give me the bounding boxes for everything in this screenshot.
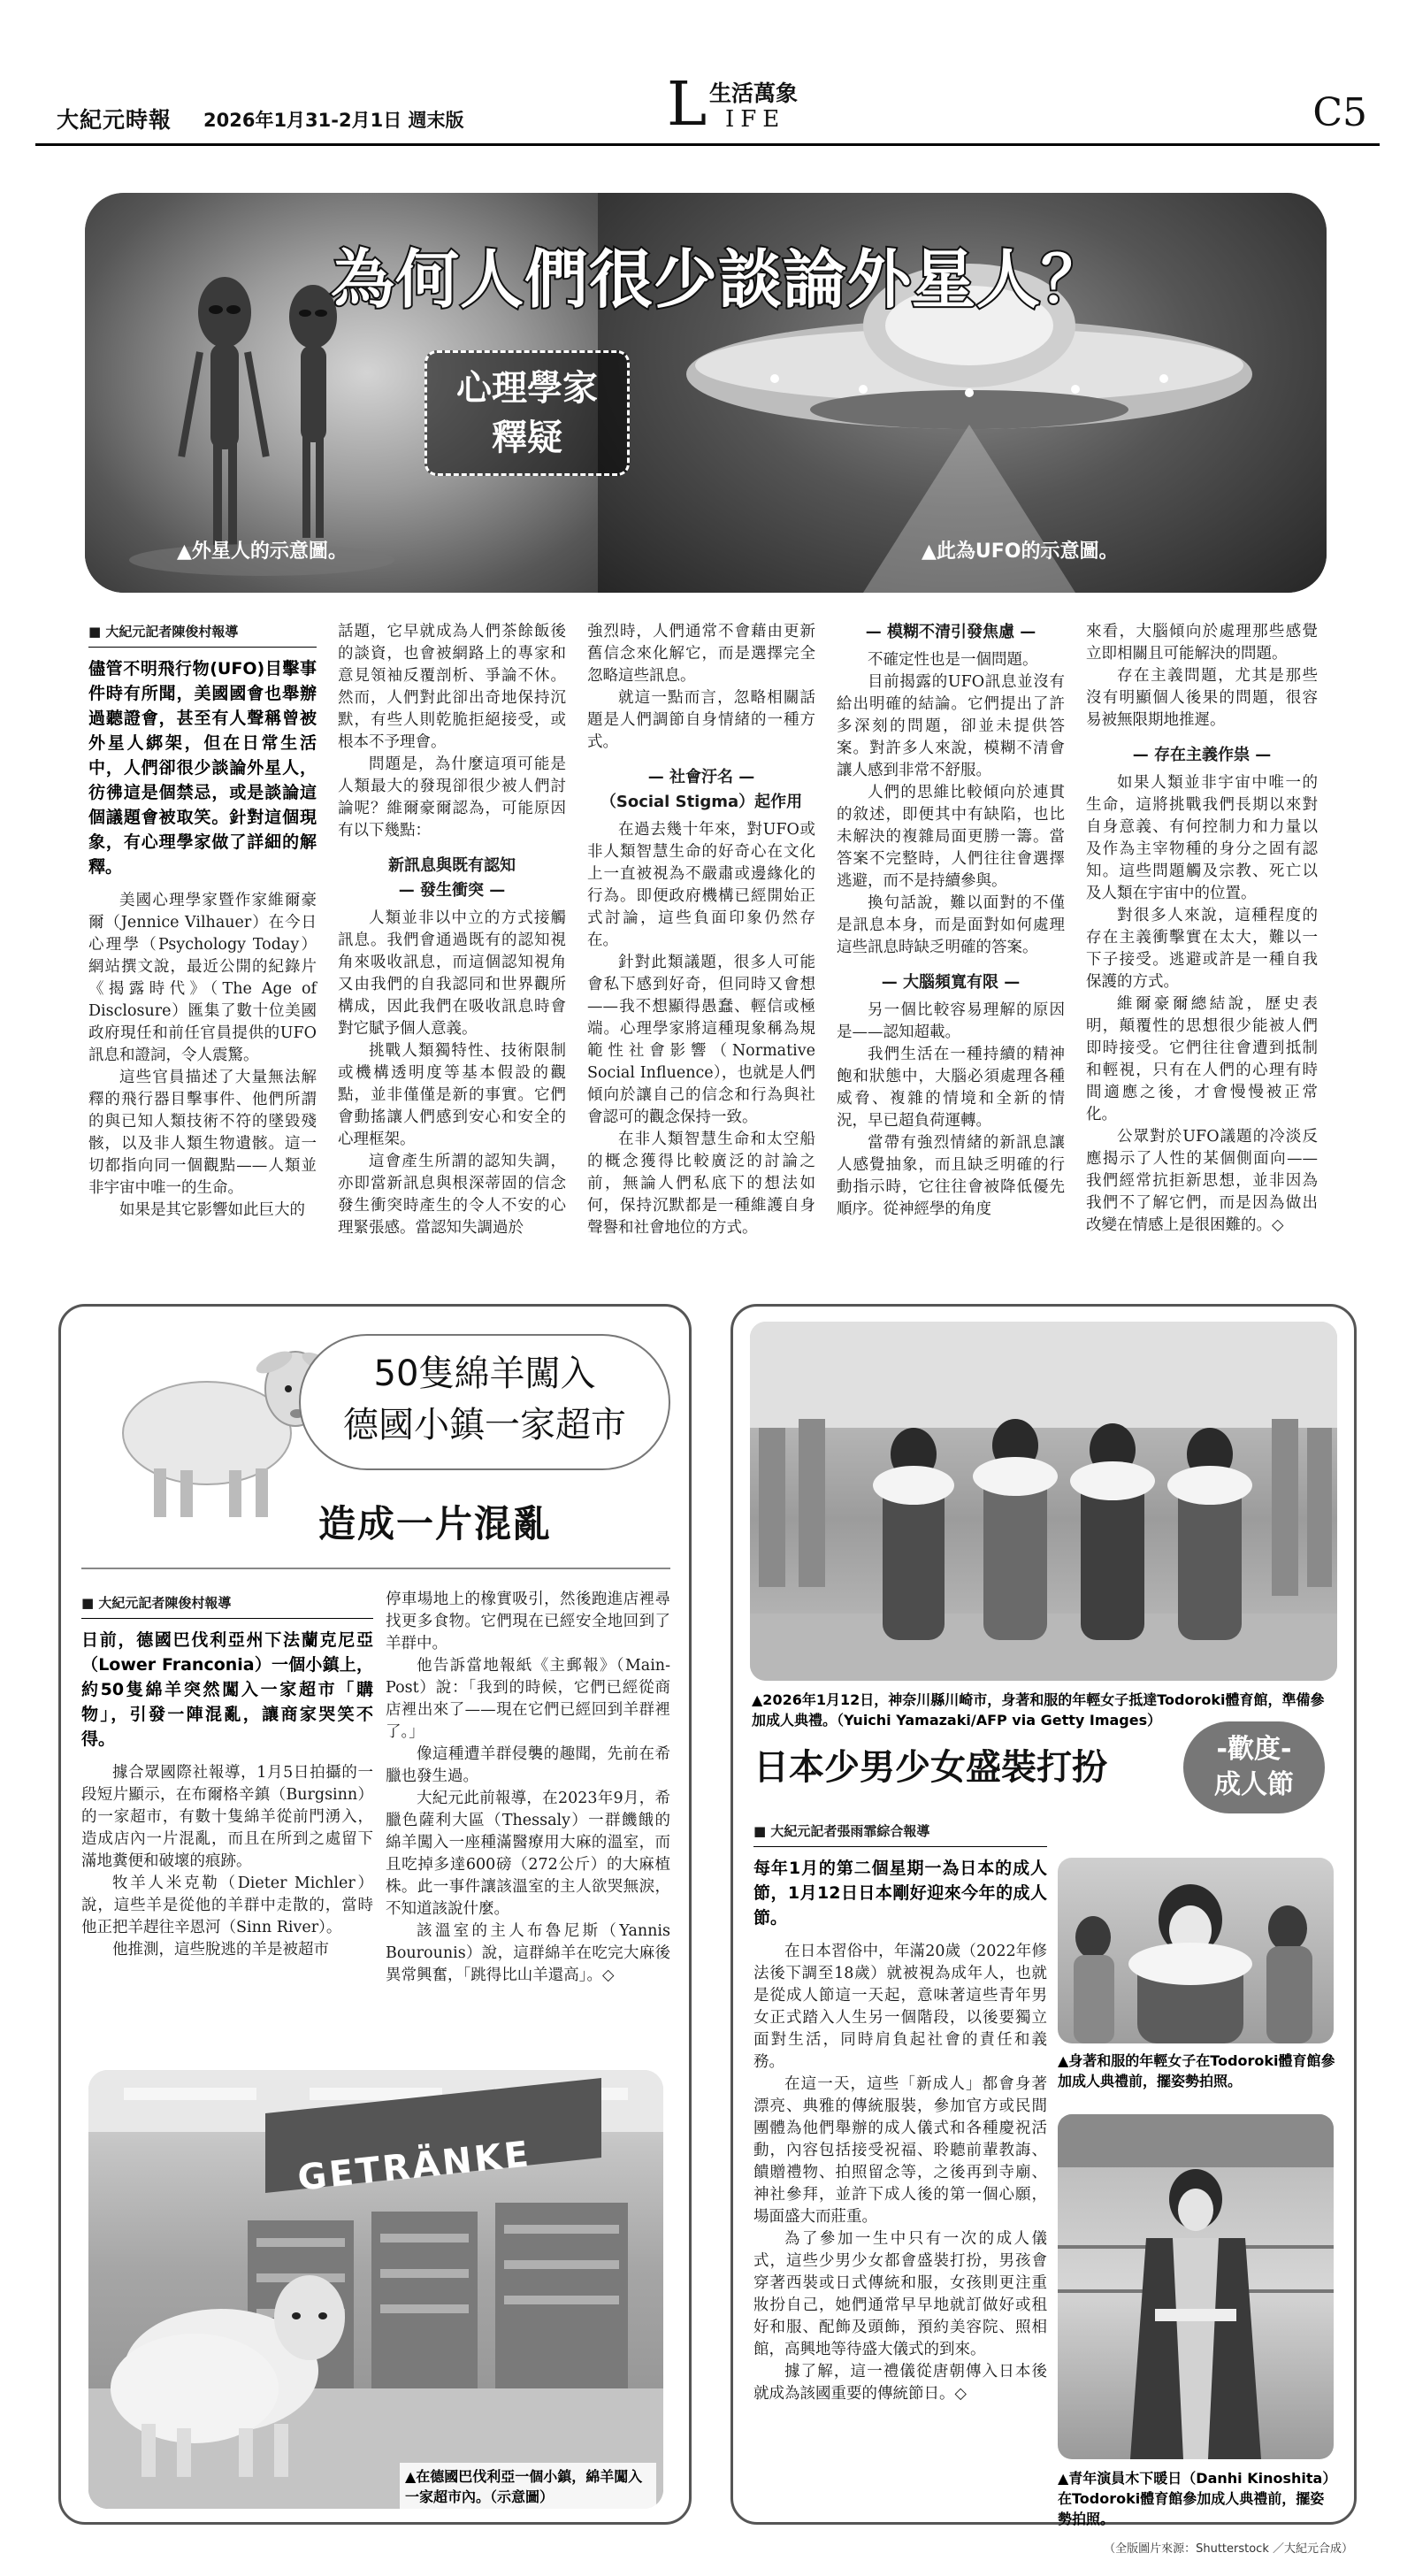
subhead-cognition: 新訊息與既有認知: [388, 856, 516, 875]
paragraph: 問題是，為什麼這項可能是人類最大的發現卻很少被人們討論呢？維爾豪爾認為，可能原因有以下幾點：: [338, 755, 566, 840]
sheep-title: [299, 1348, 670, 1451]
paragraph: 他告訴當地報紙《主郵報》（Main-Post）說：「我到的時候，它們已經從商店裡出來了——現在它們已經回到羊群裡了。」: [386, 1657, 670, 1741]
ufo-banner: [85, 193, 1327, 593]
sheep-column-2: [386, 1589, 670, 1987]
subhead-bandwidth: — 大腦頻寬有限 —: [881, 973, 1021, 992]
paragraph: 針對此類議題，很多人可能會私下感到好奇，但同時又會想——我不想顯得愚蠢、輕信或極端。心理學家將這種現象稱為規範性社會影響（Normative Social Influence），也就是人們傾向於讓自己的信念和行為與社會認可的觀念保持一致。: [587, 954, 815, 1126]
store-sign: GETRÄNKE: [295, 2134, 533, 2199]
seijin-lead: 每年1月的第二個星期一為日本的成人節，1月12日日本剛好迎來今年的成人節。: [753, 1859, 1047, 1928]
kimono-pose-photo: [1058, 1858, 1334, 2043]
ufo-title: 為何人們很少談論外星人？: [331, 242, 1106, 317]
sheep-lead: 日前，德國巴伐利亞州下法蘭克尼亞（Lower Franconia）一個小鎮上，約50隻綿羊突然闖入一家超市「購物」，引發一陣混亂，讓商家哭笑不得。: [81, 1630, 373, 1749]
paragraph: 牧羊人米克勒（Dieter Michler）說，這些羊是從他的羊群中走散的，當時他正把羊趕往辛恩河（Sinn River）。: [81, 1874, 373, 1936]
sheep-title-line-2: 德國小鎮一家超市: [343, 1405, 626, 1445]
seijin-badge-line-1: -歡度-: [1216, 1734, 1292, 1765]
paragraph: 來看，大腦傾向於處理那些感覺立即相關且可能解決的問題。: [1086, 623, 1318, 663]
ufo-caption: ▲此為UFO的示意圖。: [922, 540, 1119, 563]
paragraph: 目前揭露的UFO訊息並沒有給出明確的結論。它們提出了許多深刻的問題，卻並未提供答案。對許多人來說，模糊不清會讓人感到非常不舒服。: [837, 673, 1065, 779]
seijin-column: [753, 1821, 1047, 2405]
paragraph: 如果人類並非宇宙中唯一的生命，這將挑戰我們長期以來對自身意義、有何控制力和力量以及作為主宰物種的身分之固有認知。這些問題觸及宗教、死亡以及人類在宇宙中的位置。: [1086, 774, 1318, 902]
kimono-group-photo: [750, 1322, 1337, 1681]
sheep-title-rule: [81, 1568, 670, 1569]
supermarket-photo: [88, 2070, 663, 2509]
ufo-column-3: [587, 621, 815, 1239]
badge-line-2: 釋疑: [492, 418, 562, 458]
paragraph: 為了參加一生中只有一次的成人儀式，這些少男少女都會盛裝打扮，男孩會穿著西裝或日式傳統和服，女孩則更注重妝扮自己，她們通常早早地就訂做好或租好和服、配飾及頭飾，預約美容院、照相館，高興地等待盛大儀式的到來。: [753, 2230, 1047, 2358]
paragraph: 如果是其它影響如此巨大的: [119, 1201, 305, 1219]
alien-caption: ▲外星人的示意圖。: [177, 540, 348, 563]
paragraph: 公眾對於UFO議題的冷淡反應揭示了人性的某個側面向——我們經常抗拒新思想，並非因為我們不了解它們，而是因為做出改變在情感上是很困難的。◇: [1086, 1128, 1318, 1234]
kimono-group-caption: ▲2026年1月12日，神奈川縣川崎市，身著和服的年輕女子抵達Todoroki體育館，準備參加成人典禮。（Yuichi Yamazaki/AFP via Getty Images）: [752, 1691, 1325, 1729]
paragraph: 我們生活在一種持續的精神飽和狀態中，大腦必須處理各種威脅、複雜的情境和全新的情況，早已超負荷運轉。: [837, 1046, 1065, 1130]
paragraph: 據了解，這一禮儀從唐朝傳入日本後就成為該國重要的傳統節日。◇: [753, 2363, 1047, 2403]
paragraph: 人們的思維比較傾向於連貫的敘述，即便其中有缺陷，也比未解決的複雜局面更勝一籌。當答案不完整時，人們往往會選擇逃避，而不是持續參與。: [837, 784, 1065, 890]
paragraph: 就這一點而言，忽略相關話題是人們調節自身情緒的一種方式。: [587, 689, 815, 751]
sheep-byline: ■ 大紀元記者陳俊村報導: [81, 1592, 373, 1619]
paragraph: 維爾豪爾總結說，歷史表明，顛覆性的思想很少能被人們即時接受。它們往往會遭到抵制和輕視，只有在人們的心理有時間適應之後，才會慢慢被正常化。: [1086, 995, 1318, 1123]
section-en: IFE: [725, 106, 786, 133]
section-initial: L: [667, 70, 708, 140]
lamb-illustration: [74, 1327, 331, 1522]
paragraph: 停車場地上的橡實吸引，然後跑進店裡尋找更多食物。它們現在已經安全地回到了羊群中。: [386, 1591, 670, 1652]
psychologist-badge: [424, 350, 630, 476]
paragraph: 美國心理學家暨作家維爾豪爾（Jennice Vilhauer）在今日心理學（Psychology Today）網站撰文說，最近公開的紀錄片《揭露時代》（The Age of Disclosure）匯集了數十位美國政府現任和前任官員提供的UFO訊息和證詞，令人震驚。: [88, 892, 317, 1064]
paragraph: 挑戰人類獨特性、技術限制或機構透明度等基本假設的觀點，並非僅僅是新的事實。它們會動搖讓人們感到安心和安全的心理框架。: [338, 1042, 566, 1148]
paragraph: 這會產生所謂的認知失調，亦即當新訊息與根深蒂固的信念發生衝突時產生的令人不安的心理緊張感。當認知失調過於: [338, 1153, 566, 1237]
paragraph: 在這一天，這些「新成人」都會身著漂亮、典雅的傳統服裝，參加官方或民間團體為他們舉辦的成人儀式和各種慶祝活動，內容包括接受祝福、聆聽前輩教誨、饋贈禮物、拍照留念等，之後再到寺廟、神社參拜，並許下成人後的第一個心願，場面盛大而莊重。: [753, 2075, 1047, 2226]
kimono-pose-caption: ▲身著和服的年輕女子在Todoroki體育館參加成人典禮前，擺姿勢拍照。: [1058, 2052, 1335, 2089]
paragraph: 這些官員描述了大量無法解釋的飛行器目擊事件、他們所謂的與已知人類技術不符的墜毀殘骸，以及非人類生物遺骸。這一切都指向同一個觀點——人類並非宇宙中唯一的生命。: [88, 1069, 317, 1197]
paragraph: 據合眾國際社報導，1月5日拍攝的一段短片顯示，在布爾格辛鎮（Burgsinn）的一家超市，有數十隻綿羊從前門湧入，造成店內一片混亂，而且在所到之處留下滿地糞便和破壞的痕跡。: [81, 1764, 373, 1870]
paragraph: 大紀元此前報導，在2023年9月，希臘色薩利大區（Thessaly）一群饑餓的綿羊闖入一座種滿醫療用大麻的溫室，而且吃掉多達600磅（272公斤）的大麻植株。此一事件讓該溫室的主人欲哭無淚，不知道該說什麼。: [386, 1790, 670, 1918]
subhead-cognition-2: — 發生衝突 —: [398, 881, 506, 900]
seijin-headline: 日本少男少女盛裝打扮: [753, 1747, 1107, 1788]
ufo-column-1: [88, 621, 317, 1222]
paragraph: 存在主義問題，尤其是那些沒有明顯個人後果的問題，很容易被無限期地推遲。: [1086, 667, 1318, 729]
subhead-stigma: — 社會汙名 —: [647, 768, 755, 786]
photo-credit: （全版圖片來源：Shutterstock ／大紀元合成）: [1104, 2542, 1353, 2556]
sheep-subtitle: 造成一片混亂: [318, 1502, 553, 1545]
seijin-byline: ■ 大紀元記者張雨霏綜合報導: [753, 1821, 1047, 1847]
kimono-pose-scene: [1058, 1858, 1334, 2043]
section-zh: 生活萬象: [709, 80, 799, 106]
paragraph: 像這種遭羊群侵襲的趣聞，先前在希臘也發生過。: [386, 1745, 670, 1785]
subhead-ambiguity: — 模糊不清引發焦慮 —: [865, 623, 1036, 641]
actor-scene: [1058, 2114, 1334, 2459]
paragraph: 換句話說，難以面對的不僅是訊息本身，而是面對如何處理這些訊息時缺乏明確的答案。: [837, 894, 1065, 956]
paragraph: 人類並非以中立的方式接觸訊息。我們會通過既有的認知視角來吸收訊息，而這個認知視角又由我們的自我認同和世界觀所構成，因此我們在吸收訊息時會對它賦予個人意義。: [338, 909, 566, 1038]
section-logo: [654, 70, 831, 140]
ufo-column-2: [338, 621, 566, 1239]
supermarket-caption: ▲在德國巴伐利亞一個小鎮，綿羊闖入一家超市內。（示意圖）: [400, 2463, 656, 2511]
kimono-group-scene: [750, 1322, 1337, 1681]
page-header: [35, 70, 1380, 149]
badge-line-1: 心理學家: [456, 368, 598, 409]
ufo-column-4: [837, 621, 1065, 1221]
seijin-badge-line-2: 成人節: [1214, 1769, 1294, 1800]
supermarket-scene: [88, 2070, 663, 2509]
actor-caption: ▲青年演員木下暖日（Danhi Kinoshita）在Todoroki體育館參加成人典禮前，擺姿勢拍照。: [1058, 2470, 1330, 2527]
sheep-title-line-1: 50隻綿羊闖入: [373, 1353, 596, 1394]
paragraph: 他推測，這些脫逃的羊是被超市: [112, 1941, 329, 1959]
issue-date: 2026年1月31-2月1日 週末版: [203, 110, 464, 131]
header-rule: [35, 143, 1380, 146]
ufo-lead: 儘管不明飛行物(UFO)目擊事件時有所聞，美國國會也舉辦過聽證會，甚至有人聲稱曾被外星人綁架，但在日常生活中，人們卻很少談論外星人，彷彿這是個禁忌，或是談論這個議題會被取笑。針對這個現象，有心理學家做了詳細的解釋。: [88, 659, 317, 877]
paragraph: 強烈時，人們通常不會藉由更新舊信念來化解它，而是選擇完全忽略這些訊息。: [587, 623, 815, 685]
sheep-column-1: [81, 1592, 373, 1961]
paragraph: 當帶有強烈情緒的新訊息讓人感覺抽象，而且缺乏明確的行動指示時，它往往會被降低優先順序。從神經學的角度: [837, 1134, 1065, 1218]
paragraph: 對很多人來說，這種程度的存在主義衝擊實在太大，難以一下子接受。逃避或許是一種自我保護的方式。: [1086, 907, 1318, 991]
actor-photo: [1058, 2114, 1334, 2459]
paragraph: 在日本習俗中，年滿20歲（2022年修法後下調至18歲）就被視為成年人，也就是從成人節這一天起，意味著這些青年男女正式踏入人生另一個階段，以後要獨立面對生活，同時肩負起社會的責任和義務。: [753, 1943, 1047, 2071]
paragraph: 話題，它早就成為人們茶餘飯後的談資，也會被網路上的專家和意見領袖反覆剖析、爭論不休。然而，人們對此卻出奇地保持沉默，有些人則乾脆拒絕接受，或根本不予理會。: [338, 623, 566, 751]
paragraph: 該溫室的主人布魯尼斯（Yannis Bourounis）說，這群綿羊在吃完大麻後異常興奮，「跳得比山羊還高」。◇: [386, 1922, 670, 1984]
page-number: C5: [1312, 90, 1367, 135]
lamb-icon: [74, 1327, 331, 1522]
ufo-byline: ■ 大紀元記者陳俊村報導: [88, 621, 317, 648]
subhead-stigma-2: （Social Stigma）起作用: [600, 793, 803, 811]
subhead-existential: — 存在主義作祟 —: [1132, 746, 1272, 764]
paragraph: 另一個比較容易理解的原因是——認知超載。: [837, 1001, 1065, 1041]
seijin-badge: [1183, 1721, 1325, 1813]
paragraph: 不確定性也是一個問題。: [868, 651, 1038, 669]
ufo-column-5: [1086, 621, 1318, 1237]
paragraph: 在非人類智慧生命和太空船的概念獲得比較廣泛的討論之前，無論人們私底下的想法如何，保持沉默都是一種維護自身聲譽和社會地位的方式。: [587, 1131, 815, 1237]
paragraph: 在過去幾十年來，對UFO或非人類智慧生命的好奇心在文化上一直被視為不嚴肅或邊緣化的行為。即便政府機構已經開始正式討論，這些負面印象仍然存在。: [587, 821, 815, 949]
masthead: 大紀元時報: [57, 107, 172, 133]
